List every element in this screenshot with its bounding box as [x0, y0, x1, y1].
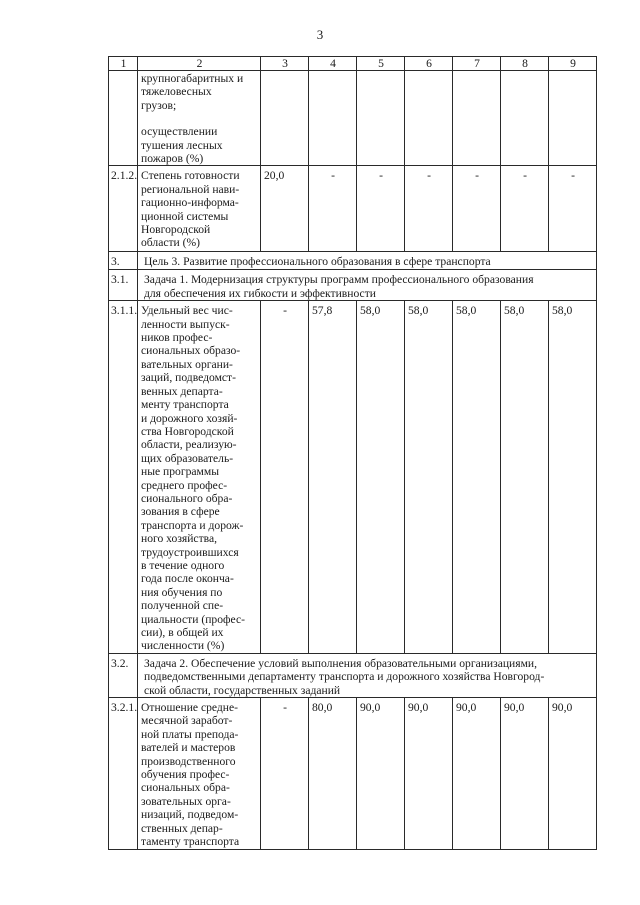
heading-line: подведомственными департаменту транспорта и дорожного хозяйства Новгород- — [144, 670, 545, 684]
row-number: 3.2. — [109, 653, 138, 697]
name-line: циальности (профес- — [141, 612, 245, 626]
name-line: заций, подведомст- — [141, 371, 236, 385]
value-cell: 90,0 — [357, 698, 405, 849]
header-cell-2: 2 — [138, 57, 261, 71]
value-cell: 58,0 — [357, 301, 405, 654]
header-cell-7: 7 — [453, 57, 501, 71]
name-line: грузов; — [141, 98, 177, 112]
name-line: гационно-информа- — [141, 196, 239, 210]
header-cell-9: 9 — [549, 57, 597, 71]
name-line: Удельный вес чис- — [141, 304, 233, 318]
name-line: таменту транспорта — [141, 835, 240, 849]
value-cell: - — [549, 166, 597, 252]
name-line: ния обучения по — [141, 585, 223, 599]
value-cell: - — [261, 301, 309, 654]
value-cell: 58,0 — [453, 301, 501, 654]
header-cell-8: 8 — [501, 57, 549, 71]
name-line: производственного — [141, 754, 236, 768]
row-number: 3.2.1. — [109, 698, 138, 849]
name-line: осуществлении — [141, 125, 218, 139]
value-cell: - — [405, 166, 453, 252]
header-cell-3: 3 — [261, 57, 309, 71]
name-line: сионального обра- — [141, 491, 233, 505]
heading-line: для обеспечения их гибкости и эффективности — [144, 286, 376, 300]
value-cell — [309, 71, 357, 166]
name-line: года после оконча- — [141, 572, 234, 586]
value-cell: 80,0 — [309, 698, 357, 849]
name-line: ников профес- — [141, 331, 213, 345]
section-heading — [138, 653, 597, 697]
value-cell: - — [453, 166, 501, 252]
row-number: 3.1. — [109, 270, 138, 301]
name-line: ционной системы — [141, 209, 229, 223]
value-cell: 20,0 — [261, 166, 309, 252]
table-row-3-2-1 — [109, 698, 597, 849]
name-line: венных департа- — [141, 384, 223, 398]
value-cell — [405, 71, 453, 166]
name-line: ные программы — [141, 465, 219, 479]
value-cell: 58,0 — [405, 301, 453, 654]
name-line: тушения лесных — [141, 138, 223, 152]
name-line: ной платы препода- — [141, 727, 239, 741]
section-heading: Цель 3. Развитие профессионального образования в сфере транспорта — [138, 252, 597, 270]
name-line: пожаров (%) — [141, 152, 204, 166]
name-line: в течение одного — [141, 558, 225, 572]
name-line: крупногабаритных и — [141, 72, 244, 85]
heading-line: ской области, государственных заданий — [144, 683, 341, 697]
name-line: вательных органи- — [141, 357, 233, 371]
name-line: менту транспорта — [141, 398, 229, 412]
name-line: ства Новгородской — [141, 424, 234, 438]
value-cell: - — [309, 166, 357, 252]
name-line: транспорта и дорож- — [141, 518, 244, 532]
indicators-table — [108, 56, 597, 850]
indicator-name — [138, 166, 261, 252]
name-line: тяжеловесных — [141, 85, 212, 99]
name-line: и дорожного хозяй- — [141, 411, 238, 425]
value-cell: 57,8 — [309, 301, 357, 654]
indicator-name — [138, 301, 261, 654]
name-line: низаций, подведом- — [141, 808, 239, 822]
name-line: Новгородской — [141, 223, 211, 237]
heading-line: Задача 1. Модернизация структуры программ профессионального образования — [144, 273, 534, 287]
header-cell-1: 1 — [109, 57, 138, 71]
name-line: Отношение средне- — [141, 701, 239, 715]
header-cell-6: 6 — [405, 57, 453, 71]
name-line: региональной нави- — [141, 182, 240, 196]
name-line: сиональных образо- — [141, 344, 241, 358]
value-cell — [261, 71, 309, 166]
value-cell: - — [261, 698, 309, 849]
indicator-name — [138, 71, 261, 166]
name-line: сиональных обра- — [141, 781, 230, 795]
header-cell-5: 5 — [357, 57, 405, 71]
name-line: Степень готовности — [141, 169, 240, 183]
name-line: ного хозяйства, — [141, 532, 218, 546]
table-row-3-2 — [109, 653, 597, 697]
name-line: щих образователь- — [141, 451, 234, 465]
name-line: ственных депар- — [141, 821, 223, 835]
value-cell — [357, 71, 405, 166]
table-row-3-1 — [109, 270, 597, 301]
page-number: 3 — [316, 27, 324, 42]
section-heading — [138, 270, 597, 301]
header-row — [109, 57, 597, 71]
name-line: области, реализую- — [141, 438, 237, 452]
name-line: зовательных орга- — [141, 794, 231, 808]
name-line: сии), в общей их — [141, 626, 224, 639]
name-line: полученной спе- — [141, 599, 224, 613]
value-cell: 90,0 — [453, 698, 501, 849]
table-row-continuation — [109, 71, 597, 166]
value-cell: 58,0 — [549, 301, 597, 654]
name-line: вателей и мастеров — [141, 741, 236, 755]
name-line: численности (%) — [141, 639, 225, 653]
row-number: 3.1.1. — [109, 301, 138, 654]
table-row-3-1-1 — [109, 301, 597, 654]
row-number: 3. — [109, 252, 138, 270]
name-line: области (%) — [141, 236, 201, 250]
table-row-goal-3 — [109, 252, 597, 270]
name-line: месячной заработ- — [141, 714, 233, 728]
value-cell — [549, 71, 597, 166]
name-line: зования в сфере — [141, 505, 220, 519]
value-cell: 90,0 — [405, 698, 453, 849]
name-line: ленности выпуск- — [141, 317, 230, 331]
value-cell: - — [357, 166, 405, 252]
value-cell — [501, 71, 549, 166]
row-number: 2.1.2. — [109, 166, 138, 252]
value-cell: 58,0 — [501, 301, 549, 654]
header-cell-4: 4 — [309, 57, 357, 71]
name-line: обучения профес- — [141, 768, 230, 782]
row-number — [109, 71, 138, 166]
value-cell: 90,0 — [549, 698, 597, 849]
value-cell: 90,0 — [501, 698, 549, 849]
name-line: среднего профес- — [141, 478, 228, 492]
value-cell: - — [501, 166, 549, 252]
table-row-2-1-2 — [109, 166, 597, 252]
name-line: трудоустроившихся — [141, 545, 239, 559]
heading-line: Задача 2. Обеспечение условий выполнения образовательными организациями, — [144, 656, 538, 670]
value-cell — [453, 71, 501, 166]
indicator-name — [138, 698, 261, 849]
